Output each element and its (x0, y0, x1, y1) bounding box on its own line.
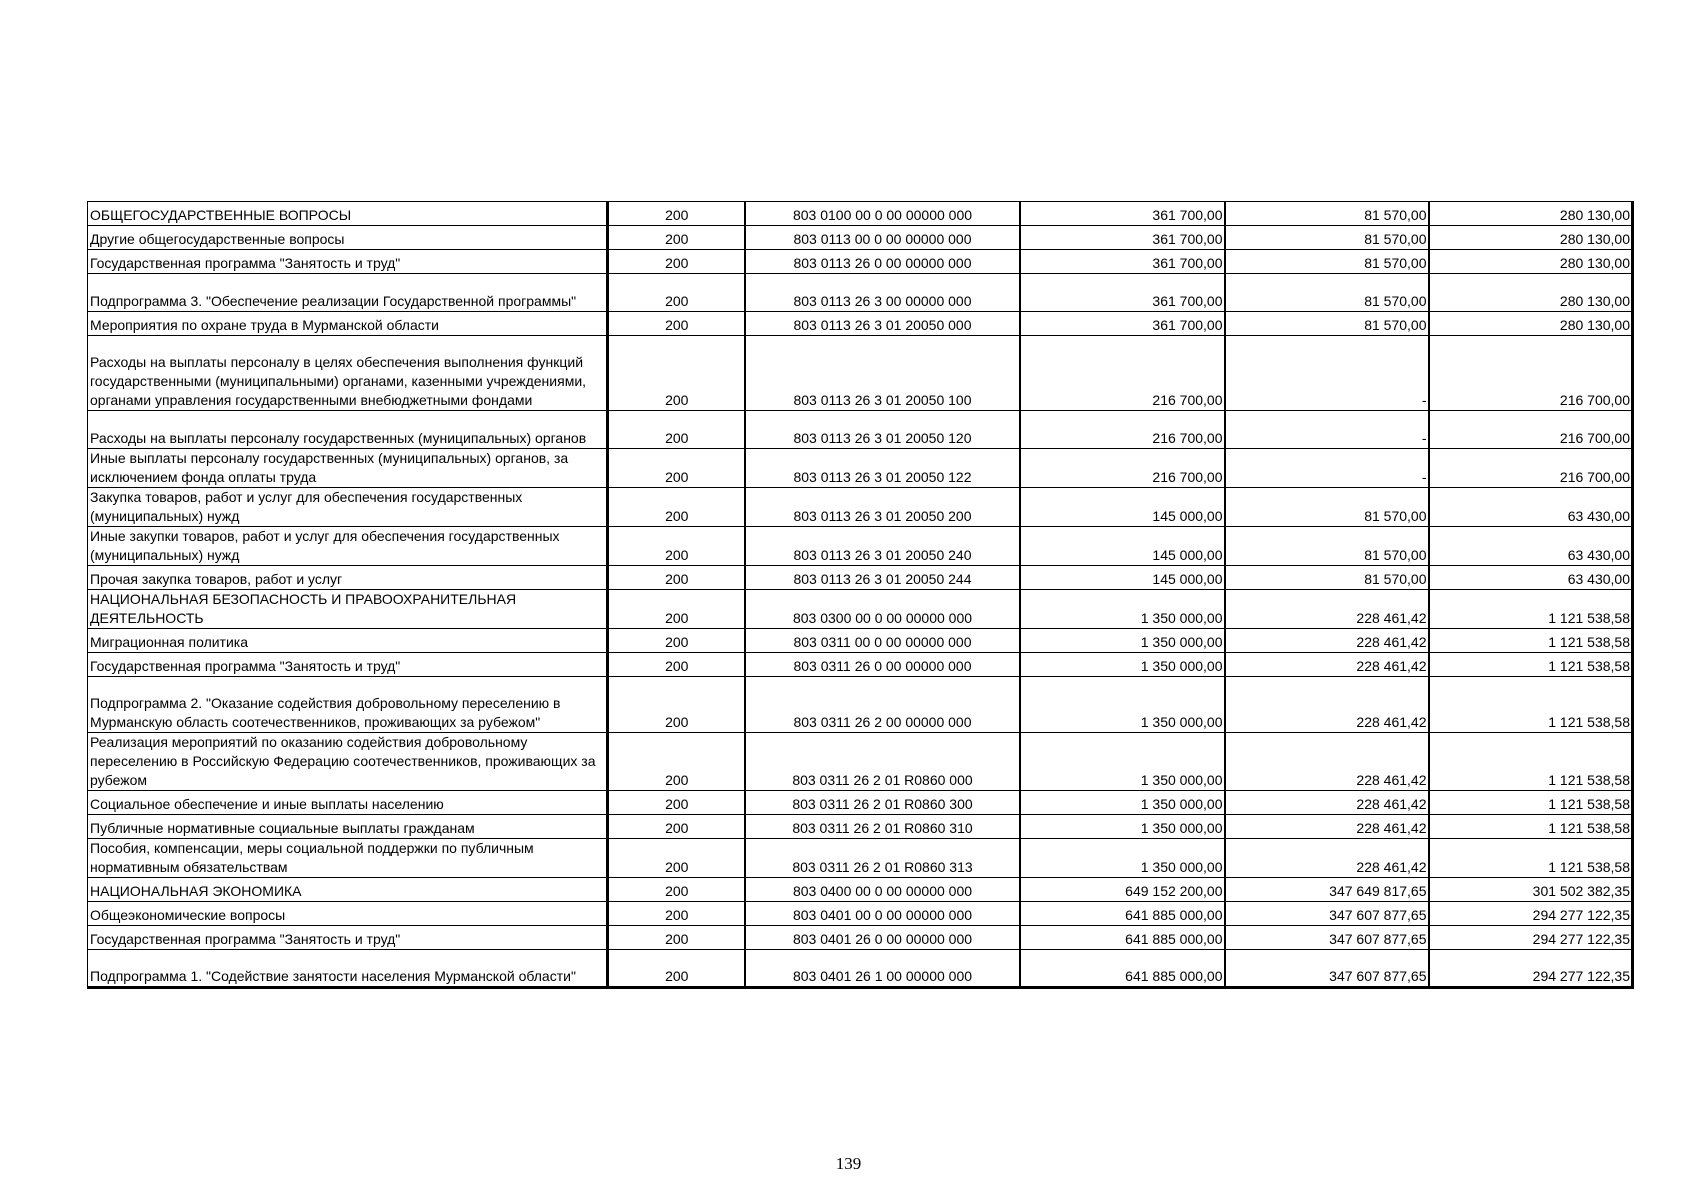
row-remaining-cell: 1 121 538,58 (1429, 677, 1633, 733)
row-line-code-cell: 200 (608, 677, 745, 733)
row-approved-cell: 361 700,00 (1020, 202, 1225, 226)
row-executed-cell: 81 570,00 (1225, 527, 1429, 566)
page-number: 139 (835, 1154, 862, 1173)
row-line-code-cell: 200 (608, 449, 745, 488)
table-row (88, 527, 1633, 566)
row-name-cell: Государственная программа "Занятость и труд" (88, 250, 608, 274)
row-remaining-cell: 1 121 538,58 (1429, 733, 1633, 791)
row-approved-cell: 1 350 000,00 (1020, 839, 1225, 878)
row-executed-cell: - (1225, 449, 1429, 488)
row-approved-cell: 649 152 200,00 (1020, 878, 1225, 902)
row-line-code-cell: 200 (608, 878, 745, 902)
table-row (88, 878, 1633, 902)
row-remaining-cell: 301 502 382,35 (1429, 878, 1633, 902)
row-remaining-cell: 1 121 538,58 (1429, 629, 1633, 653)
row-remaining-cell: 63 430,00 (1429, 527, 1633, 566)
row-remaining-cell: 1 121 538,58 (1429, 815, 1633, 839)
row-name-cell: Публичные нормативные социальные выплаты гражданам (88, 815, 608, 839)
row-executed-cell: 81 570,00 (1225, 566, 1429, 590)
row-executed-cell: 228 461,42 (1225, 677, 1429, 733)
row-executed-cell: 228 461,42 (1225, 815, 1429, 839)
row-remaining-cell: 1 121 538,58 (1429, 839, 1633, 878)
row-executed-cell: 347 649 817,65 (1225, 878, 1429, 902)
budget-execution-table (87, 201, 1634, 989)
row-line-code-cell: 200 (608, 274, 745, 312)
row-name-cell: Государственная программа "Занятость и труд" (88, 653, 608, 677)
row-approved-cell: 1 350 000,00 (1020, 653, 1225, 677)
row-remaining-cell: 280 130,00 (1429, 226, 1633, 250)
row-name-cell: Расходы на выплаты персоналу в целях обеспечения выполнения функций государственными (муниципальными) органами, казенными учреждениями, органами управления государственными внебюджетными фондами (88, 336, 608, 411)
row-executed-cell: 228 461,42 (1225, 839, 1429, 878)
row-budget-code-cell: 803 0113 26 3 01 20050 240 (745, 527, 1020, 566)
table-row (88, 566, 1633, 590)
row-line-code-cell: 200 (608, 312, 745, 336)
table-row (88, 629, 1633, 653)
row-executed-cell: 228 461,42 (1225, 590, 1429, 629)
table-row (88, 488, 1633, 527)
row-approved-cell: 216 700,00 (1020, 336, 1225, 411)
row-name-cell: ОБЩЕГОСУДАРСТВЕННЫЕ ВОПРОСЫ (88, 202, 608, 226)
row-remaining-cell: 1 121 538,58 (1429, 653, 1633, 677)
row-executed-cell: 81 570,00 (1225, 274, 1429, 312)
table-row (88, 274, 1633, 312)
table-row (88, 336, 1633, 411)
row-line-code-cell: 200 (608, 411, 745, 449)
row-approved-cell: 1 350 000,00 (1020, 815, 1225, 839)
row-line-code-cell: 200 (608, 566, 745, 590)
table-row (88, 590, 1633, 629)
table-row (88, 202, 1633, 226)
row-name-cell: Расходы на выплаты персоналу государственных (муниципальных) органов (88, 411, 608, 449)
row-executed-cell: 81 570,00 (1225, 226, 1429, 250)
row-approved-cell: 145 000,00 (1020, 488, 1225, 527)
row-line-code-cell: 200 (608, 488, 745, 527)
row-line-code-cell: 200 (608, 629, 745, 653)
row-line-code-cell: 200 (608, 653, 745, 677)
row-executed-cell: 228 461,42 (1225, 629, 1429, 653)
row-line-code-cell: 200 (608, 336, 745, 411)
row-budget-code-cell: 803 0311 26 0 00 00000 000 (745, 653, 1020, 677)
row-budget-code-cell: 803 0113 26 3 01 20050 122 (745, 449, 1020, 488)
table-row (88, 926, 1633, 950)
row-remaining-cell: 216 700,00 (1429, 336, 1633, 411)
row-line-code-cell: 200 (608, 950, 745, 988)
table-row (88, 950, 1633, 988)
table-row (88, 449, 1633, 488)
row-budget-code-cell: 803 0113 26 3 01 20050 200 (745, 488, 1020, 527)
row-name-cell: НАЦИОНАЛЬНАЯ ЭКОНОМИКА (88, 878, 608, 902)
row-budget-code-cell: 803 0311 26 2 01 R0860 313 (745, 839, 1020, 878)
table-row (88, 250, 1633, 274)
row-approved-cell: 1 350 000,00 (1020, 629, 1225, 653)
row-budget-code-cell: 803 0400 00 0 00 00000 000 (745, 878, 1020, 902)
row-line-code-cell: 200 (608, 733, 745, 791)
row-name-cell: Мероприятия по охране труда в Мурманской области (88, 312, 608, 336)
table-row (88, 733, 1633, 791)
row-line-code-cell: 200 (608, 902, 745, 926)
row-name-cell: Реализация мероприятий по оказанию содействия добровольному переселению в Российскую Федерацию соотечественников, проживающих за рубежом (88, 733, 608, 791)
row-approved-cell: 145 000,00 (1020, 566, 1225, 590)
row-budget-code-cell: 803 0311 26 2 00 00000 000 (745, 677, 1020, 733)
row-name-cell: Иные выплаты персоналу государственных (муниципальных) органов, за исключением фонда оплаты труда (88, 449, 608, 488)
table-body (88, 202, 1633, 988)
row-executed-cell: 81 570,00 (1225, 250, 1429, 274)
row-approved-cell: 361 700,00 (1020, 226, 1225, 250)
row-approved-cell: 361 700,00 (1020, 250, 1225, 274)
row-executed-cell: 81 570,00 (1225, 312, 1429, 336)
row-executed-cell: 347 607 877,65 (1225, 902, 1429, 926)
row-approved-cell: 361 700,00 (1020, 274, 1225, 312)
table-row (88, 902, 1633, 926)
row-executed-cell: - (1225, 336, 1429, 411)
row-budget-code-cell: 803 0401 00 0 00 00000 000 (745, 902, 1020, 926)
row-name-cell: НАЦИОНАЛЬНАЯ БЕЗОПАСНОСТЬ И ПРАВООХРАНИТЕЛЬНАЯ ДЕЯТЕЛЬНОСТЬ (88, 590, 608, 629)
row-remaining-cell: 294 277 122,35 (1429, 950, 1633, 988)
row-name-cell: Подпрограмма 1. "Содействие занятости населения Мурманской области" (88, 950, 608, 988)
row-approved-cell: 1 350 000,00 (1020, 677, 1225, 733)
row-name-cell: Общеэкономические вопросы (88, 902, 608, 926)
row-budget-code-cell: 803 0113 26 3 01 20050 000 (745, 312, 1020, 336)
row-name-cell: Социальное обеспечение и иные выплаты населению (88, 791, 608, 815)
row-name-cell: Прочая закупка товаров, работ и услуг (88, 566, 608, 590)
row-budget-code-cell: 803 0113 26 3 01 20050 244 (745, 566, 1020, 590)
row-approved-cell: 1 350 000,00 (1020, 791, 1225, 815)
row-remaining-cell: 280 130,00 (1429, 250, 1633, 274)
table-row (88, 312, 1633, 336)
row-approved-cell: 641 885 000,00 (1020, 950, 1225, 988)
row-name-cell: Закупка товаров, работ и услуг для обеспечения государственных (муниципальных) нужд (88, 488, 608, 527)
table-row (88, 653, 1633, 677)
row-name-cell: Другие общегосударственные вопросы (88, 226, 608, 250)
table-row (88, 411, 1633, 449)
row-budget-code-cell: 803 0113 26 0 00 00000 000 (745, 250, 1020, 274)
row-budget-code-cell: 803 0113 26 3 00 00000 000 (745, 274, 1020, 312)
row-executed-cell: 228 461,42 (1225, 791, 1429, 815)
row-name-cell: Подпрограмма 3. "Обеспечение реализации Государственной программы" (88, 274, 608, 312)
row-executed-cell: 347 607 877,65 (1225, 950, 1429, 988)
row-remaining-cell: 280 130,00 (1429, 202, 1633, 226)
row-budget-code-cell: 803 0113 26 3 01 20050 120 (745, 411, 1020, 449)
row-remaining-cell: 216 700,00 (1429, 449, 1633, 488)
row-executed-cell: 228 461,42 (1225, 733, 1429, 791)
table-row (88, 791, 1633, 815)
row-remaining-cell: 63 430,00 (1429, 566, 1633, 590)
row-remaining-cell: 63 430,00 (1429, 488, 1633, 527)
row-approved-cell: 361 700,00 (1020, 312, 1225, 336)
row-budget-code-cell: 803 0401 26 1 00 00000 000 (745, 950, 1020, 988)
row-budget-code-cell: 803 0311 26 2 01 R0860 310 (745, 815, 1020, 839)
row-approved-cell: 1 350 000,00 (1020, 590, 1225, 629)
table-row (88, 839, 1633, 878)
table-row (88, 226, 1633, 250)
row-approved-cell: 641 885 000,00 (1020, 902, 1225, 926)
row-line-code-cell: 200 (608, 527, 745, 566)
row-name-cell: Государственная программа "Занятость и труд" (88, 926, 608, 950)
row-budget-code-cell: 803 0300 00 0 00 00000 000 (745, 590, 1020, 629)
row-budget-code-cell: 803 0100 00 0 00 00000 000 (745, 202, 1020, 226)
table-row (88, 815, 1633, 839)
row-remaining-cell: 216 700,00 (1429, 411, 1633, 449)
row-budget-code-cell: 803 0311 26 2 01 R0860 000 (745, 733, 1020, 791)
row-line-code-cell: 200 (608, 926, 745, 950)
row-approved-cell: 216 700,00 (1020, 449, 1225, 488)
row-executed-cell: 81 570,00 (1225, 488, 1429, 527)
row-approved-cell: 641 885 000,00 (1020, 926, 1225, 950)
row-budget-code-cell: 803 0113 26 3 01 20050 100 (745, 336, 1020, 411)
row-budget-code-cell: 803 0311 26 2 01 R0860 300 (745, 791, 1020, 815)
row-approved-cell: 216 700,00 (1020, 411, 1225, 449)
row-line-code-cell: 200 (608, 226, 745, 250)
row-remaining-cell: 1 121 538,58 (1429, 791, 1633, 815)
row-remaining-cell: 1 121 538,58 (1429, 590, 1633, 629)
row-budget-code-cell: 803 0311 00 0 00 00000 000 (745, 629, 1020, 653)
row-approved-cell: 145 000,00 (1020, 527, 1225, 566)
row-name-cell: Подпрограмма 2. "Оказание содействия добровольному переселению в Мурманскую область соотечественников, проживающих за рубежом" (88, 677, 608, 733)
row-executed-cell: - (1225, 411, 1429, 449)
row-remaining-cell: 280 130,00 (1429, 312, 1633, 336)
row-executed-cell: 228 461,42 (1225, 653, 1429, 677)
row-name-cell: Миграционная политика (88, 629, 608, 653)
row-remaining-cell: 280 130,00 (1429, 274, 1633, 312)
row-line-code-cell: 200 (608, 250, 745, 274)
row-name-cell: Пособия, компенсации, меры социальной поддержки по публичным нормативным обязательствам (88, 839, 608, 878)
row-budget-code-cell: 803 0401 26 0 00 00000 000 (745, 926, 1020, 950)
row-remaining-cell: 294 277 122,35 (1429, 902, 1633, 926)
row-name-cell: Иные закупки товаров, работ и услуг для обеспечения государственных (муниципальных) нужд (88, 527, 608, 566)
row-budget-code-cell: 803 0113 00 0 00 00000 000 (745, 226, 1020, 250)
row-line-code-cell: 200 (608, 202, 745, 226)
row-executed-cell: 81 570,00 (1225, 202, 1429, 226)
row-remaining-cell: 294 277 122,35 (1429, 926, 1633, 950)
row-executed-cell: 347 607 877,65 (1225, 926, 1429, 950)
row-approved-cell: 1 350 000,00 (1020, 733, 1225, 791)
table-row (88, 677, 1633, 733)
row-line-code-cell: 200 (608, 590, 745, 629)
row-line-code-cell: 200 (608, 839, 745, 878)
row-line-code-cell: 200 (608, 791, 745, 815)
row-line-code-cell: 200 (608, 815, 745, 839)
